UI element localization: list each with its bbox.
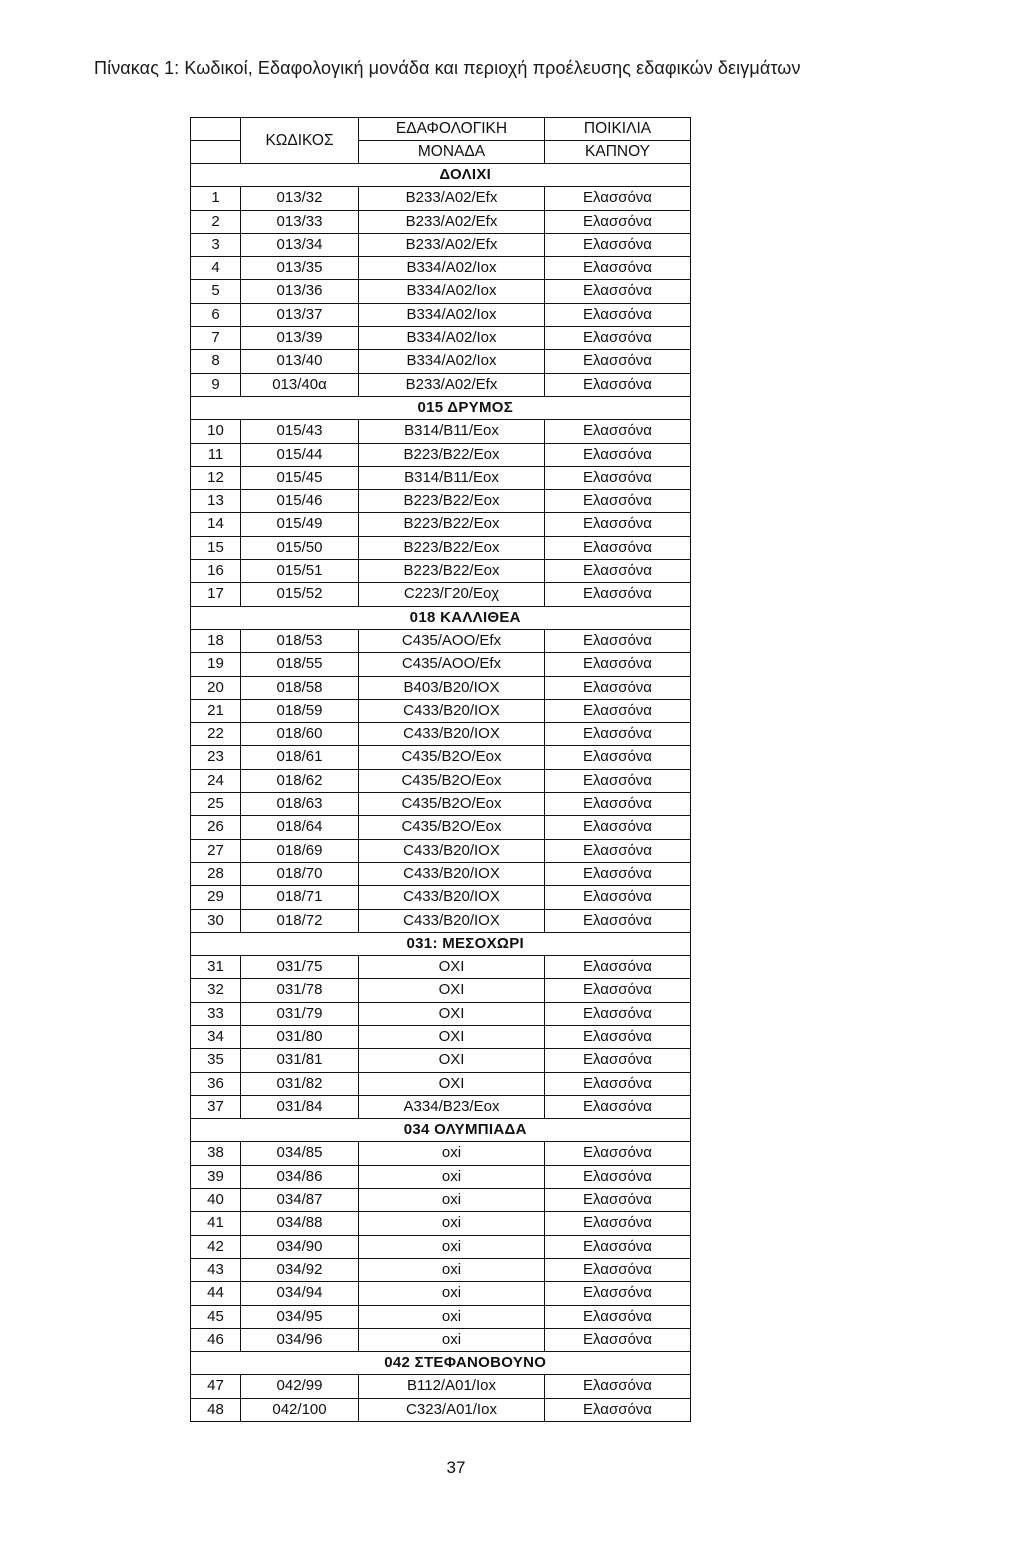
- tobacco-variety-cell: Ελασσόνα: [545, 1049, 691, 1072]
- soil-unit-cell: C435/B2O/Eox: [359, 816, 545, 839]
- table-row: [191, 257, 691, 280]
- table-row: [191, 653, 691, 676]
- row-index-cell: 37: [191, 1095, 241, 1118]
- row-index-cell: 15: [191, 536, 241, 559]
- table-row: [191, 210, 691, 233]
- row-index-cell: 32: [191, 979, 241, 1002]
- table-row: [191, 746, 691, 769]
- region-name: 018 ΚΑΛΛΙΘΕΑ: [241, 606, 691, 629]
- sample-code-cell: 018/69: [241, 839, 359, 862]
- table-row: [191, 1328, 691, 1351]
- sample-code-cell: 018/72: [241, 909, 359, 932]
- tobacco-variety-cell: Ελασσόνα: [545, 793, 691, 816]
- tobacco-variety-cell: Ελασσόνα: [545, 1165, 691, 1188]
- tobacco-variety-cell: Ελασσόνα: [545, 1328, 691, 1351]
- region-index-blank: [191, 606, 241, 629]
- table-row: [191, 1398, 691, 1421]
- row-index-cell: 8: [191, 350, 241, 373]
- sample-code-cell: 018/70: [241, 862, 359, 885]
- tobacco-variety-cell: Ελασσόνα: [545, 210, 691, 233]
- table-row: [191, 839, 691, 862]
- row-index-cell: 48: [191, 1398, 241, 1421]
- row-index-cell: 38: [191, 1142, 241, 1165]
- row-index-cell: 25: [191, 793, 241, 816]
- soil-unit-cell: oxi: [359, 1142, 545, 1165]
- region-row: [191, 1352, 691, 1375]
- table-row: [191, 490, 691, 513]
- table-row: [191, 1002, 691, 1025]
- soil-unit-cell: B334/A02/Iox: [359, 280, 545, 303]
- soil-unit-cell: C433/B20/IOX: [359, 723, 545, 746]
- table-row: [191, 769, 691, 792]
- tobacco-variety-cell: Ελασσόνα: [545, 1095, 691, 1118]
- header-unit-line1: ΕΔΑΦΟΛΟΓΙΚΗ: [359, 118, 545, 141]
- soil-unit-cell: C433/B20/IOX: [359, 862, 545, 885]
- row-index-cell: 22: [191, 723, 241, 746]
- soil-unit-cell: A334/B23/Eox: [359, 1095, 545, 1118]
- table-row: [191, 816, 691, 839]
- tobacco-variety-cell: Ελασσόνα: [545, 1282, 691, 1305]
- sample-code-cell: 018/58: [241, 676, 359, 699]
- row-index-cell: 13: [191, 490, 241, 513]
- table-row: [191, 303, 691, 326]
- sample-code-cell: 013/36: [241, 280, 359, 303]
- soil-unit-cell: oxi: [359, 1212, 545, 1235]
- tobacco-variety-cell: Ελασσόνα: [545, 303, 691, 326]
- table-row: [191, 327, 691, 350]
- table-row: [191, 1189, 691, 1212]
- soil-unit-cell: B223/B22/Eox: [359, 513, 545, 536]
- header-variety-line2: ΚΑΠΝΟΥ: [545, 141, 691, 164]
- row-index-cell: 2: [191, 210, 241, 233]
- tobacco-variety-cell: Ελασσόνα: [545, 560, 691, 583]
- soil-unit-cell: oxi: [359, 1282, 545, 1305]
- row-index-cell: 24: [191, 769, 241, 792]
- table-row: [191, 373, 691, 396]
- tobacco-variety-cell: Ελασσόνα: [545, 1142, 691, 1165]
- table-row: [191, 280, 691, 303]
- soil-unit-cell: B223/B22/Eox: [359, 560, 545, 583]
- table-row: [191, 909, 691, 932]
- sample-code-cell: 034/96: [241, 1328, 359, 1351]
- tobacco-variety-cell: Ελασσόνα: [545, 1002, 691, 1025]
- row-index-cell: 34: [191, 1025, 241, 1048]
- sample-code-cell: 018/53: [241, 629, 359, 652]
- table-row: [191, 699, 691, 722]
- sample-code-cell: 018/64: [241, 816, 359, 839]
- table-caption: Πίνακας 1: Κωδικοί, Εδαφολογική μονάδα και περιοχή προέλευσης εδαφικών δειγμάτων: [94, 58, 801, 78]
- soil-unit-cell: C433/B20/IOX: [359, 886, 545, 909]
- row-index-cell: 31: [191, 956, 241, 979]
- region-name: 031: ΜΕΣΟΧΩΡΙ: [241, 932, 691, 955]
- tobacco-variety-cell: Ελασσόνα: [545, 1235, 691, 1258]
- row-index-cell: 19: [191, 653, 241, 676]
- tobacco-variety-cell: Ελασσόνα: [545, 746, 691, 769]
- sample-code-cell: 042/99: [241, 1375, 359, 1398]
- row-index-cell: 17: [191, 583, 241, 606]
- header-index-blank-2: [191, 141, 241, 164]
- row-index-cell: 5: [191, 280, 241, 303]
- row-index-cell: 43: [191, 1258, 241, 1281]
- tobacco-variety-cell: Ελασσόνα: [545, 956, 691, 979]
- table-row: [191, 1025, 691, 1048]
- header-code: ΚΩΔΙΚΟΣ: [241, 118, 359, 164]
- table-row: [191, 862, 691, 885]
- region-index-blank: [191, 164, 241, 187]
- table-row: [191, 793, 691, 816]
- sample-code-cell: 013/35: [241, 257, 359, 280]
- sample-code-cell: 018/55: [241, 653, 359, 676]
- soil-unit-cell: oxi: [359, 1305, 545, 1328]
- row-index-cell: 10: [191, 420, 241, 443]
- row-index-cell: 1: [191, 187, 241, 210]
- row-index-cell: 42: [191, 1235, 241, 1258]
- soil-unit-cell: OXI: [359, 956, 545, 979]
- soil-unit-cell: oxi: [359, 1258, 545, 1281]
- soil-unit-cell: oxi: [359, 1328, 545, 1351]
- region-index-blank: [191, 1119, 241, 1142]
- soil-samples-table: [190, 117, 691, 1422]
- tobacco-variety-cell: Ελασσόνα: [545, 1375, 691, 1398]
- sample-code-cell: 031/75: [241, 956, 359, 979]
- row-index-cell: 40: [191, 1189, 241, 1212]
- table-row: [191, 513, 691, 536]
- row-index-cell: 20: [191, 676, 241, 699]
- tobacco-variety-cell: Ελασσόνα: [545, 327, 691, 350]
- table-header: [191, 118, 691, 164]
- sample-code-cell: 018/61: [241, 746, 359, 769]
- row-index-cell: 16: [191, 560, 241, 583]
- soil-unit-cell: B223/B22/Eox: [359, 490, 545, 513]
- soil-unit-cell: B334/A02/Iox: [359, 327, 545, 350]
- table-row: [191, 1142, 691, 1165]
- row-index-cell: 44: [191, 1282, 241, 1305]
- table-row: [191, 536, 691, 559]
- tobacco-variety-cell: Ελασσόνα: [545, 629, 691, 652]
- table-body: [191, 164, 691, 1422]
- region-name: 034 ΟΛΥΜΠΙΑΔΑ: [241, 1119, 691, 1142]
- table-row: [191, 466, 691, 489]
- soil-unit-cell: B314/B11/Eox: [359, 466, 545, 489]
- sample-code-cell: 013/34: [241, 233, 359, 256]
- table-row: [191, 1095, 691, 1118]
- sample-code-cell: 013/32: [241, 187, 359, 210]
- row-index-cell: 39: [191, 1165, 241, 1188]
- sample-code-cell: 015/44: [241, 443, 359, 466]
- table-row: [191, 1282, 691, 1305]
- soil-unit-cell: C435/AOO/Efx: [359, 653, 545, 676]
- sample-code-cell: 034/86: [241, 1165, 359, 1188]
- sample-code-cell: 015/46: [241, 490, 359, 513]
- tobacco-variety-cell: Ελασσόνα: [545, 979, 691, 1002]
- soil-unit-cell: B112/A01/Iox: [359, 1375, 545, 1398]
- tobacco-variety-cell: Ελασσόνα: [545, 257, 691, 280]
- tobacco-variety-cell: Ελασσόνα: [545, 723, 691, 746]
- sample-code-cell: 031/84: [241, 1095, 359, 1118]
- tobacco-variety-cell: Ελασσόνα: [545, 1258, 691, 1281]
- soil-unit-cell: B223/B22/Eox: [359, 443, 545, 466]
- region-name: 042 ΣΤΕΦΑΝΟΒΟΥΝΟ: [241, 1352, 691, 1375]
- tobacco-variety-cell: Ελασσόνα: [545, 350, 691, 373]
- tobacco-variety-cell: Ελασσόνα: [545, 187, 691, 210]
- tobacco-variety-cell: Ελασσόνα: [545, 676, 691, 699]
- soil-unit-cell: OXI: [359, 1002, 545, 1025]
- row-index-cell: 12: [191, 466, 241, 489]
- sample-code-cell: 013/40α: [241, 373, 359, 396]
- tobacco-variety-cell: Ελασσόνα: [545, 536, 691, 559]
- soil-unit-cell: C435/AOO/Efx: [359, 629, 545, 652]
- table-row: [191, 350, 691, 373]
- header-variety-line1: ΠΟΙΚΙΛΙΑ: [545, 118, 691, 141]
- table-row: [191, 1375, 691, 1398]
- row-index-cell: 23: [191, 746, 241, 769]
- row-index-cell: 33: [191, 1002, 241, 1025]
- sample-code-cell: 034/88: [241, 1212, 359, 1235]
- soil-unit-cell: OXI: [359, 1049, 545, 1072]
- soil-unit-cell: B233/A02/Efx: [359, 210, 545, 233]
- row-index-cell: 41: [191, 1212, 241, 1235]
- table-row: [191, 420, 691, 443]
- sample-code-cell: 013/39: [241, 327, 359, 350]
- region-name: ΔΟΛΙΧΙ: [241, 164, 691, 187]
- tobacco-variety-cell: Ελασσόνα: [545, 653, 691, 676]
- soil-unit-cell: B223/B22/Eox: [359, 536, 545, 559]
- table-row: [191, 676, 691, 699]
- tobacco-variety-cell: Ελασσόνα: [545, 280, 691, 303]
- tobacco-variety-cell: Ελασσόνα: [545, 443, 691, 466]
- soil-unit-cell: B233/A02/Efx: [359, 233, 545, 256]
- sample-code-cell: 034/87: [241, 1189, 359, 1212]
- row-index-cell: 4: [191, 257, 241, 280]
- tobacco-variety-cell: Ελασσόνα: [545, 699, 691, 722]
- sample-code-cell: 013/37: [241, 303, 359, 326]
- soil-unit-cell: OXI: [359, 979, 545, 1002]
- sample-code-cell: 031/80: [241, 1025, 359, 1048]
- sample-code-cell: 034/92: [241, 1258, 359, 1281]
- soil-unit-cell: B334/A02/Iox: [359, 350, 545, 373]
- header-index-blank: [191, 118, 241, 141]
- soil-unit-cell: B334/A02/Iox: [359, 303, 545, 326]
- soil-unit-cell: C323/A01/Iox: [359, 1398, 545, 1421]
- region-row: [191, 164, 691, 187]
- soil-unit-cell: C433/B20/IOX: [359, 839, 545, 862]
- row-index-cell: 45: [191, 1305, 241, 1328]
- tobacco-variety-cell: Ελασσόνα: [545, 490, 691, 513]
- tobacco-variety-cell: Ελασσόνα: [545, 1025, 691, 1048]
- tobacco-variety-cell: Ελασσόνα: [545, 886, 691, 909]
- table-row: [191, 1212, 691, 1235]
- sample-code-cell: 018/60: [241, 723, 359, 746]
- region-index-blank: [191, 932, 241, 955]
- sample-code-cell: 015/52: [241, 583, 359, 606]
- sample-code-cell: 018/59: [241, 699, 359, 722]
- sample-code-cell: 042/100: [241, 1398, 359, 1421]
- tobacco-variety-cell: Ελασσόνα: [545, 816, 691, 839]
- header-unit-line2: ΜΟΝΑΔΑ: [359, 141, 545, 164]
- row-index-cell: 30: [191, 909, 241, 932]
- row-index-cell: 47: [191, 1375, 241, 1398]
- soil-unit-cell: OXI: [359, 1025, 545, 1048]
- sample-code-cell: 015/50: [241, 536, 359, 559]
- tobacco-variety-cell: Ελασσόνα: [545, 1212, 691, 1235]
- soil-unit-cell: B403/B20/IOX: [359, 676, 545, 699]
- region-row: [191, 932, 691, 955]
- sample-code-cell: 031/79: [241, 1002, 359, 1025]
- table-row: [191, 1305, 691, 1328]
- sample-code-cell: 013/40: [241, 350, 359, 373]
- row-index-cell: 11: [191, 443, 241, 466]
- row-index-cell: 26: [191, 816, 241, 839]
- row-index-cell: 29: [191, 886, 241, 909]
- region-index-blank: [191, 1352, 241, 1375]
- sample-code-cell: 018/62: [241, 769, 359, 792]
- region-row: [191, 606, 691, 629]
- region-row: [191, 1119, 691, 1142]
- region-index-blank: [191, 396, 241, 419]
- tobacco-variety-cell: Ελασσόνα: [545, 233, 691, 256]
- page-number: 37: [446, 1458, 466, 1477]
- table-row: [191, 886, 691, 909]
- sample-code-cell: 034/85: [241, 1142, 359, 1165]
- region-name: 015 ΔΡΥΜΟΣ: [241, 396, 691, 419]
- soil-unit-cell: oxi: [359, 1165, 545, 1188]
- region-row: [191, 396, 691, 419]
- row-index-cell: 21: [191, 699, 241, 722]
- row-index-cell: 46: [191, 1328, 241, 1351]
- soil-unit-cell: C435/B2O/Eox: [359, 793, 545, 816]
- sample-code-cell: 031/78: [241, 979, 359, 1002]
- sample-code-cell: 015/49: [241, 513, 359, 536]
- table-row: [191, 1235, 691, 1258]
- table-row: [191, 583, 691, 606]
- sample-code-cell: 034/90: [241, 1235, 359, 1258]
- tobacco-variety-cell: Ελασσόνα: [545, 769, 691, 792]
- soil-unit-cell: OXI: [359, 1072, 545, 1095]
- soil-unit-cell: oxi: [359, 1235, 545, 1258]
- sample-code-cell: 031/81: [241, 1049, 359, 1072]
- tobacco-variety-cell: Ελασσόνα: [545, 466, 691, 489]
- row-index-cell: 9: [191, 373, 241, 396]
- soil-unit-cell: C433/B20/IOX: [359, 909, 545, 932]
- soil-unit-cell: B233/A02/Efx: [359, 187, 545, 210]
- row-index-cell: 6: [191, 303, 241, 326]
- sample-code-cell: 034/94: [241, 1282, 359, 1305]
- sample-code-cell: 031/82: [241, 1072, 359, 1095]
- soil-unit-cell: B233/A02/Efx: [359, 373, 545, 396]
- sample-code-cell: 034/95: [241, 1305, 359, 1328]
- tobacco-variety-cell: Ελασσόνα: [545, 513, 691, 536]
- table-row: [191, 1165, 691, 1188]
- tobacco-variety-cell: Ελασσόνα: [545, 420, 691, 443]
- soil-unit-cell: C435/B2O/Eox: [359, 769, 545, 792]
- table-row: [191, 233, 691, 256]
- sample-code-cell: 015/51: [241, 560, 359, 583]
- table-row: [191, 187, 691, 210]
- table-row: [191, 979, 691, 1002]
- table-row: [191, 1258, 691, 1281]
- soil-unit-cell: B314/B11/Eox: [359, 420, 545, 443]
- row-index-cell: 18: [191, 629, 241, 652]
- table-row: [191, 956, 691, 979]
- soil-unit-cell: oxi: [359, 1189, 545, 1212]
- sample-code-cell: 018/63: [241, 793, 359, 816]
- sample-code-cell: 013/33: [241, 210, 359, 233]
- table-row: [191, 560, 691, 583]
- soil-unit-cell: B334/A02/Iox: [359, 257, 545, 280]
- soil-unit-cell: C433/B20/IOX: [359, 699, 545, 722]
- soil-unit-cell: C223/Γ20/Eoχ: [359, 583, 545, 606]
- sample-code-cell: 015/45: [241, 466, 359, 489]
- row-index-cell: 36: [191, 1072, 241, 1095]
- tobacco-variety-cell: Ελασσόνα: [545, 1398, 691, 1421]
- table-row: [191, 1049, 691, 1072]
- row-index-cell: 7: [191, 327, 241, 350]
- tobacco-variety-cell: Ελασσόνα: [545, 1189, 691, 1212]
- table-row: [191, 443, 691, 466]
- tobacco-variety-cell: Ελασσόνα: [545, 839, 691, 862]
- row-index-cell: 14: [191, 513, 241, 536]
- row-index-cell: 28: [191, 862, 241, 885]
- row-index-cell: 27: [191, 839, 241, 862]
- tobacco-variety-cell: Ελασσόνα: [545, 373, 691, 396]
- table-row: [191, 723, 691, 746]
- tobacco-variety-cell: Ελασσόνα: [545, 1305, 691, 1328]
- table-row: [191, 629, 691, 652]
- row-index-cell: 35: [191, 1049, 241, 1072]
- sample-code-cell: 015/43: [241, 420, 359, 443]
- sample-code-cell: 018/71: [241, 886, 359, 909]
- row-index-cell: 3: [191, 233, 241, 256]
- tobacco-variety-cell: Ελασσόνα: [545, 1072, 691, 1095]
- table-row: [191, 1072, 691, 1095]
- soil-unit-cell: C435/B2O/Eox: [359, 746, 545, 769]
- tobacco-variety-cell: Ελασσόνα: [545, 583, 691, 606]
- tobacco-variety-cell: Ελασσόνα: [545, 909, 691, 932]
- tobacco-variety-cell: Ελασσόνα: [545, 862, 691, 885]
